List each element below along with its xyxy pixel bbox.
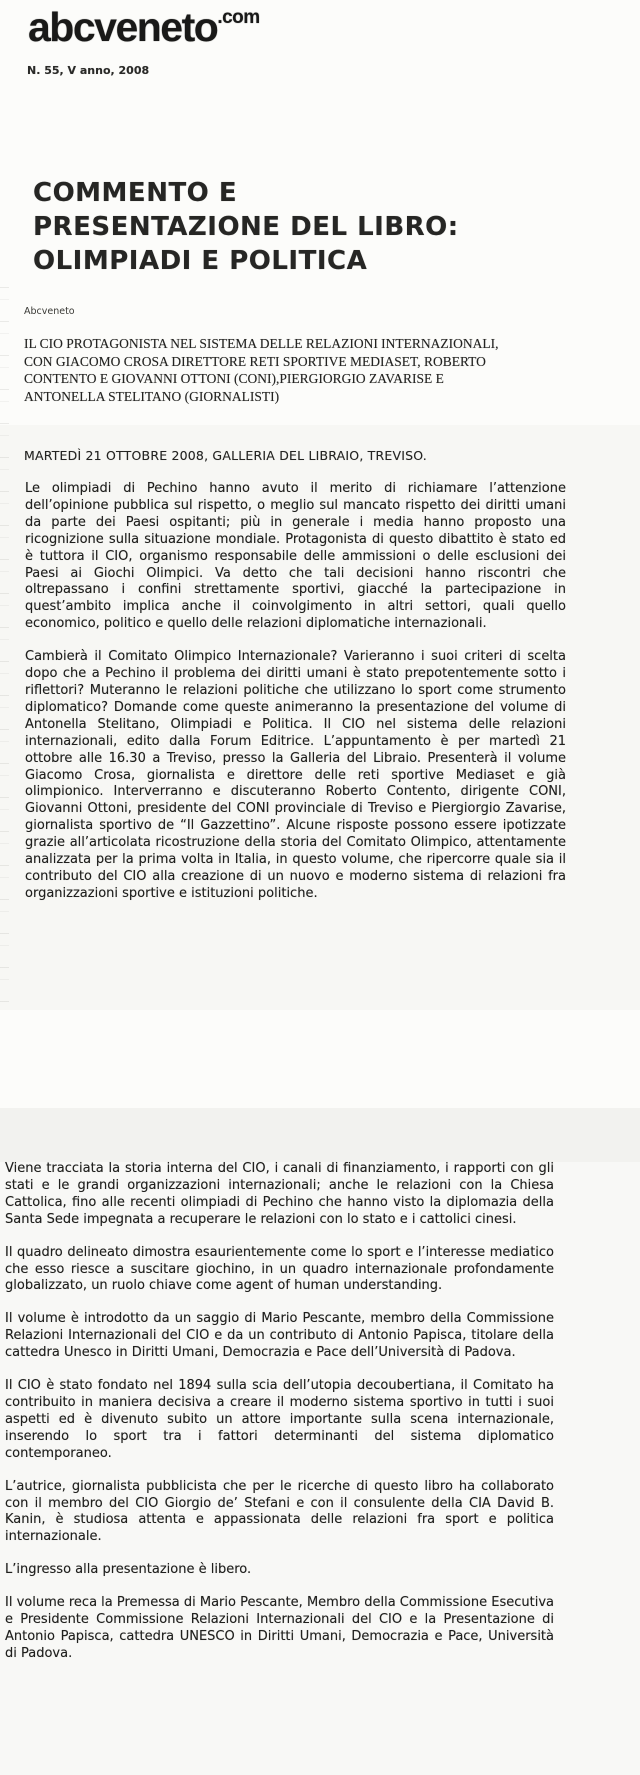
body-paragraph: Il CIO è stato fondato nel 1894 sulla scia dell’utopia decoubertiana, il Comitato ha contribuito in maniera decisiva a creare il moderno sistema sportivo in tutti i suoi aspetti ed è divenuto subito un attore importante sulla scena internazionale, inserendo lo sport tra i fattori determinanti del sistema diplomatico contemporaneo.: [5, 1378, 554, 1461]
article-body-section-1: [25, 481, 566, 903]
body-paragraph: Le olimpiadi di Pechino hanno avuto il merito di richiamare l’attenzione dell’opinione pubblica sul rispetto, o meglio sul mancato rispetto dei diritti umani da parte dei Paesi ospitanti; più in generale i media hanno proposto una ricognizione sulla situazione mondiale. Protagonista di questo dibattito è stato ed è tuttora il CIO, organismo responsabile delle ammissioni o delle esclusioni dei Paesi ai Giochi Olimpici. Va detto che tali decisioni hanno riscontri che oltrepassano i confini strettamente sportivi, giacché la partecipazione in quest’ambito implica anche il coinvolgimento in altri settori, quali quello economico, politico e quello delle relazioni diplomatiche internazionali.: [25, 481, 566, 632]
body-paragraph: Il quadro delineato dimostra esaurientemente come lo sport e l’interesse mediatico che esso riesce a suscitare giochino, in un quadro internazionale profondamente globalizzato, un ruolo chiave come agent of human understanding.: [5, 1244, 554, 1294]
body-paragraph: Il volume è introdotto da un saggio di Mario Pescante, membro della Commissione Relazioni Internazionali del CIO e da un contributo di Antonio Papisca, titolare della cattedra Unesco in Diritti Umani, Democrazia e Pace dell’Università di Padova.: [5, 1311, 554, 1361]
title-line: OLIMPIADI E POLITICA: [33, 246, 368, 276]
site-logo: [28, 4, 260, 51]
body-paragraph: Viene tracciata la storia interna del CIO, i canali di finanziamento, i rapporti con gli stati e le grandi organizzazioni internazionali; anche le relazioni con la Chiesa Cattolica, fino alle recenti olimpiadi di Pechino che hanno visto la diplomazia della Santa Sede impegnata a recuperare le relazioni con lo stato e i cattolici cinesi.: [5, 1161, 554, 1227]
logo-domain-suffix: .com: [217, 7, 260, 28]
event-dateline: MARTEDÌ 21 OTTOBRE 2008, GALLERIA DEL LIBRAIO, TREVISO.: [24, 448, 427, 463]
body-paragraph: Il volume reca la Premessa di Mario Pescante, Membro della Commissione Esecutiva e Presidente Commissione Relazioni Internazionali del CIO e la Presentazione di Antonio Papisca, cattedra UNESCO in Diritti Umani, Democrazia e Pace, Università di Padova.: [5, 1595, 554, 1661]
title-line: PRESENTAZIONE DEL LIBRO:: [33, 212, 459, 242]
article-title: [33, 176, 459, 278]
logo-text: abcveneto: [28, 4, 218, 50]
byline: Abcveneto: [24, 306, 75, 317]
article-subtitle: IL CIO PROTAGONISTA NEL SISTEMA DELLE RELAZIONI INTERNAZIONALI, CON GIACOMO CROSA DIRETTORE RETI SPORTIVE MEDIASET, ROBERTO CONTENTO E GIOVANNI OTTONI (CONI),PIERGIORGIO ZAVARISE E ANTONELLA STELITANO (GIORNALISTI): [24, 336, 499, 404]
scan-shading-band: [0, 1108, 640, 1162]
issue-number: N. 55, V anno, 2008: [27, 64, 150, 77]
body-paragraph: L’ingresso alla presentazione è libero.: [5, 1562, 252, 1578]
scan-noise-strip: [0, 278, 9, 1013]
body-paragraph: L’autrice, giornalista pubblicista che per le ricerche di questo libro ha collaborato con il membro del CIO Giorgio de’ Stefani e con il consulente della CIA David B. Kanin, è studiosa attenta e appassionata delle relazioni fra sport e politica internazionale.: [5, 1478, 554, 1545]
article-body-section-2: [5, 1161, 554, 1663]
title-line: COMMENTO E: [33, 178, 238, 208]
body-paragraph: Cambierà il Comitato Olimpico Internazionale? Varieranno i suoi criteri di scelta dopo che a Pechino il problema dei diritti umani è stato prepotentemente sotto i riflettori? Muteranno le relazioni politiche che utilizzano lo sport come strumento diplomatico? Domande come queste animeranno la presentazione del volume di Antonella Stelitano, Olimpiadi e Politica. Il CIO nel sistema delle relazioni internazionali, edito dalla Forum Editrice. L’appuntamento è per martedì 21 ottobre alle 16.30 a Treviso, presso la Galleria del Libraio. Presenterà il volume Giacomo Crosa, giornalista e direttore delle reti sportive Mediaset e già olimpionico. Interverranno e discuteranno Roberto Contento, dirigente CONI, Giovanni Ottoni, presidente del CONI provinciale di Treviso e Piergiorgio Zavarise, giornalista sportivo de “Il Gazzettino”. Alcune risposte possono essere ipotizzate grazie all’articolata ricostruzione della storia del Comitato Olimpico, attentamente analizzata per la prima volta in Italia, in questo volume, che ripercorre quale sia il contributo del CIO alla creazione di un nuovo e moderno sistema di relazioni fra organizzazioni sportive e istituzioni politiche.: [25, 649, 566, 901]
